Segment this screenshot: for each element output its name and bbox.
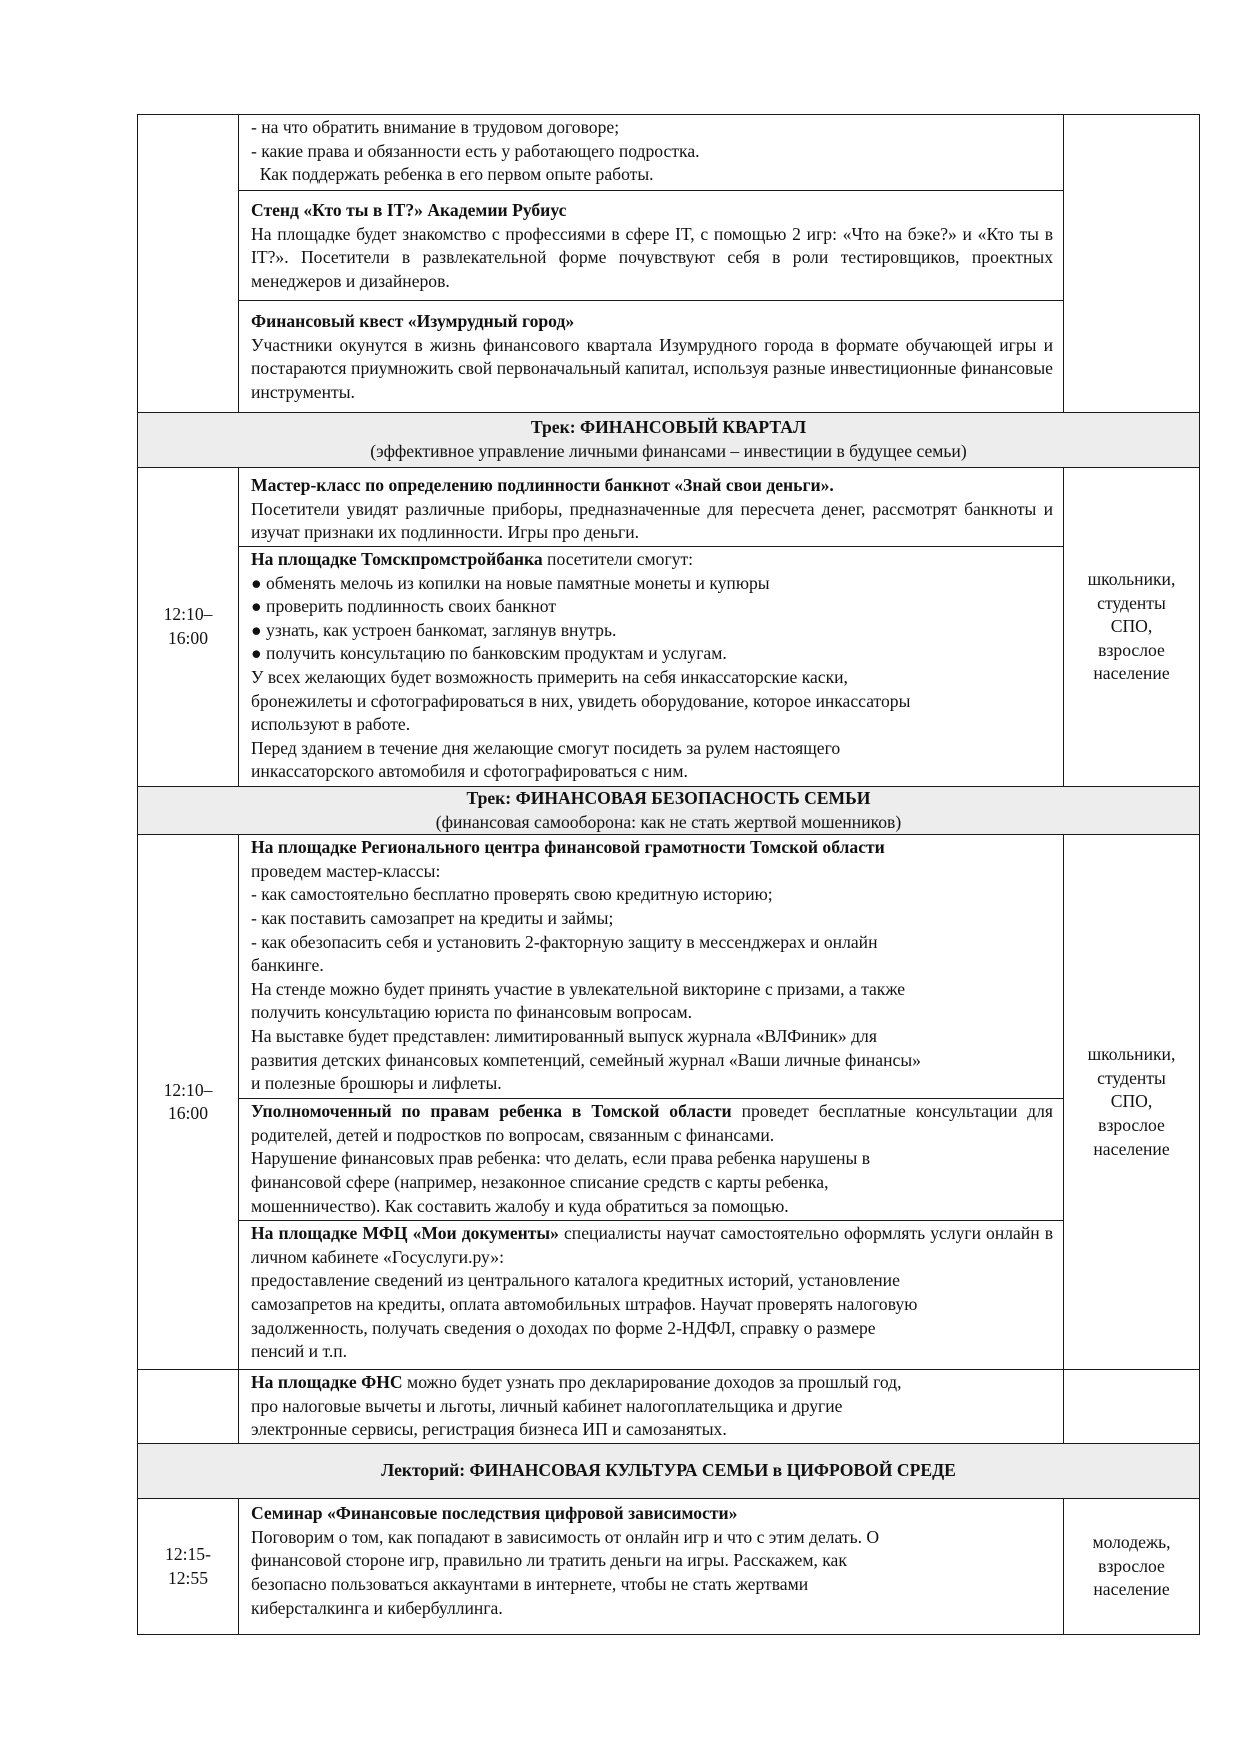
bank-title: На площадке Томскпромстройбанка (251, 549, 543, 569)
audience-line: молодежь, (1092, 1532, 1171, 1553)
table-row-continuation (138, 115, 1200, 413)
masterclass-title: Мастер-класс по определению подлинности банкнот «Знай свои деньги». (251, 475, 834, 495)
fns-title: На площадке ФНС (251, 1372, 403, 1393)
table-row-seminar (138, 1499, 1200, 1635)
audience-line: население (1093, 663, 1170, 684)
audience-line: взрослое (1098, 1114, 1165, 1135)
audience-line: студенты (1097, 1067, 1166, 1088)
mfc-title: На площадке МФЦ «Мои документы» (251, 1223, 559, 1244)
bank-block (239, 547, 1063, 786)
regional-center-block (239, 835, 1063, 1099)
lectorium-header-row (138, 1444, 1200, 1499)
text-line: мошенничество). Как составить жалобу и куда обратиться за помощью. (251, 1195, 789, 1216)
it-stand-block (239, 191, 1063, 301)
text-line: пенсий и т.п. (251, 1341, 348, 1362)
text-line: используют в работе. (251, 714, 411, 735)
text-line: бронежилеты и сфотографироваться в них, увидеть оборудование, которое инкассаторы (251, 690, 911, 711)
text-line: развития детских финансовых компетенций, семейный журнал «Ваши личные финансы» (251, 1049, 921, 1070)
audience-cell (1064, 1499, 1200, 1635)
text-line: безопасно пользоваться аккаунтами в интернете, чтобы не стать жертвами (251, 1573, 809, 1594)
text-line: киберсталкинга и кибербуллинга. (251, 1597, 503, 1618)
regional-title: На площадке Регионального центра финансовой грамотности Томской области (251, 837, 885, 858)
table-row-track1 (138, 468, 1200, 787)
time-end: 12:55 (167, 1567, 209, 1588)
time-cell-empty (138, 115, 239, 413)
text-line: Нарушение финансовых прав ребенка: что делать, если права ребенка нарушены в (251, 1148, 871, 1169)
labour-contract-block (239, 115, 1063, 191)
text-line: проведем мастер-классы: (251, 860, 441, 881)
text-line: Перед зданием в течение дня желающие смогут посидеть за рулем настоящего (251, 737, 841, 758)
track-family-security-header (138, 787, 1200, 835)
track-prefix: Трек: (466, 788, 516, 808)
table-row-track2 (138, 835, 1200, 1370)
time-cell-empty (138, 1370, 239, 1444)
ombudsman-title: Уполномоченный по правам ребенка в Томской области (251, 1101, 732, 1122)
time-end: 16:00 (167, 1103, 209, 1124)
lectorium-prefix: Лекторий: (381, 1460, 470, 1481)
audience-cell (1064, 835, 1200, 1370)
table-row-fns (138, 1370, 1200, 1444)
bullet-item: ● проверить подлинность своих банкнот (251, 596, 557, 617)
text-line: - какие права и обязанности есть у работающего подростка. (251, 140, 700, 161)
bullet-item: ● узнать, как устроен банкомат, заглянув внутрь. (251, 619, 617, 640)
audience-line: СПО, (1110, 1091, 1153, 1112)
text-line: про налоговые вычеты и льготы, личный кабинет налогоплательщика и другие (251, 1395, 843, 1416)
ombudsman-text: проведет бесплатные консультации для родителей, детей и подростков по вопросам, связанным с финансами. (251, 1101, 1053, 1145)
quest-text: Участники окунутся в жизнь финансового квартала Изумрудного города в формате обучающей игры и постараются приумножить свой первоначальный капитал, используя разные инвестиционные финансовые инструменты. (251, 334, 1053, 402)
text-line: задолженность, получать сведения о доходах по форме 2-НДФЛ, справку о размере (251, 1317, 876, 1338)
text-line: можно будет узнать про декларирование доходов за прошлый год, (402, 1372, 902, 1393)
track-finance-quarter-header (138, 413, 1200, 468)
audience-line: СПО, (1110, 616, 1153, 637)
text-line: - на что обратить внимание в трудовом договоре; (251, 117, 620, 137)
audience-line: взрослое (1098, 1555, 1165, 1576)
quest-block (239, 301, 1063, 412)
quest-title: Финансовый квест «Изумрудный город» (251, 311, 575, 331)
program-page (137, 114, 1199, 1635)
audience-line: население (1093, 1138, 1170, 1159)
audience-cell-empty (1064, 115, 1200, 413)
text-line: и полезные брошюры и лифлеты. (251, 1073, 502, 1094)
program-table (137, 114, 1200, 1635)
time-start: 12:10– (163, 1079, 213, 1100)
content-cell (239, 468, 1064, 787)
track-subtitle: (финансовая самооборона: как не стать жертвой мошенников) (435, 811, 902, 832)
lectorium-header (138, 1444, 1200, 1499)
text-line: На выставке будет представлен: лимитированный выпуск журнала «ВЛФиник» для (251, 1025, 877, 1046)
ombudsman-block (239, 1099, 1063, 1221)
time-cell (138, 468, 239, 787)
bullet-item: ● обменять мелочь из копилки на новые памятные монеты и купюры (251, 572, 770, 593)
text-line: электронные сервисы, регистрация бизнеса ИП и самозанятых. (251, 1419, 727, 1440)
it-stand-title: Стенд «Кто ты в IT?» Академии Рубиус (251, 200, 567, 220)
bank-intro: посетители смогут: (542, 549, 694, 569)
time-cell (138, 835, 239, 1370)
text-line: банкинге. (251, 955, 324, 976)
audience-cell-empty (1064, 1370, 1200, 1444)
audience-cell (1064, 468, 1200, 787)
text-line: Как поддержать ребенка в его первом опыте работы. (251, 164, 654, 185)
audience-line: школьники, (1087, 1044, 1176, 1065)
text-line: - как самостоятельно бесплатно проверять свою кредитную историю; (251, 884, 773, 905)
audience-line: школьники, (1087, 569, 1176, 590)
audience-line: студенты (1097, 592, 1166, 613)
text-line: предоставление сведений из центрального каталога кредитных историй, установление (251, 1270, 900, 1291)
seminar-title: Семинар «Финансовые последствия цифровой зависимости» (251, 1503, 738, 1524)
fns-cell (239, 1370, 1064, 1444)
track-subtitle: (эффективное управление личными финансами – инвестиции в будущее семьи) (370, 441, 967, 461)
track-prefix: Трек: (530, 417, 580, 438)
track-header-row (138, 413, 1200, 468)
text-line: На стенде можно будет принять участие в увлекательной викторине с призами, а также (251, 978, 906, 999)
text-line: финансовой стороне игр, правильно ли тратить деньги на игры. Расскажем, как (251, 1550, 847, 1571)
text-line: У всех желающих будет возможность примерить на себя инкассаторские каски, (251, 666, 848, 687)
lectorium-title: ФИНАНСОВАЯ КУЛЬТУРА СЕМЬИ в ЦИФРОВОЙ СРЕДЕ (469, 1460, 956, 1481)
mfc-text: специалисты научат самостоятельно оформлять услуги онлайн в личном кабинете «Госуслуги.ру»: (251, 1223, 1054, 1267)
it-stand-text: На площадке будет знакомство с профессиями в сфере IT, с помощью 2 игр: «Что на бэке?» и «Кто ты в IT?». Посетители в развлекательной форме почувствуют себя в роли тестировщиков, проектных менеджеров и дизайнеров. (251, 223, 1053, 291)
time-end: 16:00 (167, 628, 209, 648)
seminar-cell (239, 1499, 1064, 1635)
text-line: самозапретов на кредиты, оплата автомобильных штрафов. Научат проверять налоговую (251, 1293, 918, 1314)
text-line: инкассаторского автомобиля и сфотографироваться с ним. (251, 761, 688, 782)
text-line: - как обезопасить себя и установить 2-факторную защиту в мессенджерах и онлайн (251, 931, 878, 952)
audience-line: население (1093, 1579, 1170, 1600)
time-cell (138, 1499, 239, 1635)
text-line: получить консультацию юриста по финансовым вопросам. (251, 1002, 693, 1023)
track-title: ФИНАНСОВАЯ БЕЗОПАСНОСТЬ СЕМЬИ (515, 788, 871, 808)
masterclass-text: Посетители увидят различные приборы, предназначенные для пересчета денег, рассмотрят банкноты и изучат признаки их подлинности. Игры про деньги. (251, 498, 1053, 543)
mfc-block (239, 1221, 1063, 1369)
text-line: финансовой сфере (например, незаконное списание средств с карты ребенка, (251, 1171, 829, 1192)
time-start: 12:15- (165, 1544, 211, 1565)
text-line: - как поставить самозапрет на кредиты и займы; (251, 907, 614, 928)
track-header-row (138, 787, 1200, 835)
audience-line: взрослое (1098, 639, 1165, 660)
time-start: 12:10– (163, 604, 213, 625)
content-cell (239, 835, 1064, 1370)
banknote-masterclass-block (239, 468, 1063, 547)
track-title: ФИНАНСОВЫЙ КВАРТАЛ (579, 417, 807, 438)
content-cell (239, 115, 1064, 413)
text-line: Поговорим о том, как попадают в зависимость от онлайн игр и что с этим делать. О (251, 1526, 880, 1547)
bullet-item: ● получить консультацию по банковским продуктам и услугам. (251, 643, 727, 664)
